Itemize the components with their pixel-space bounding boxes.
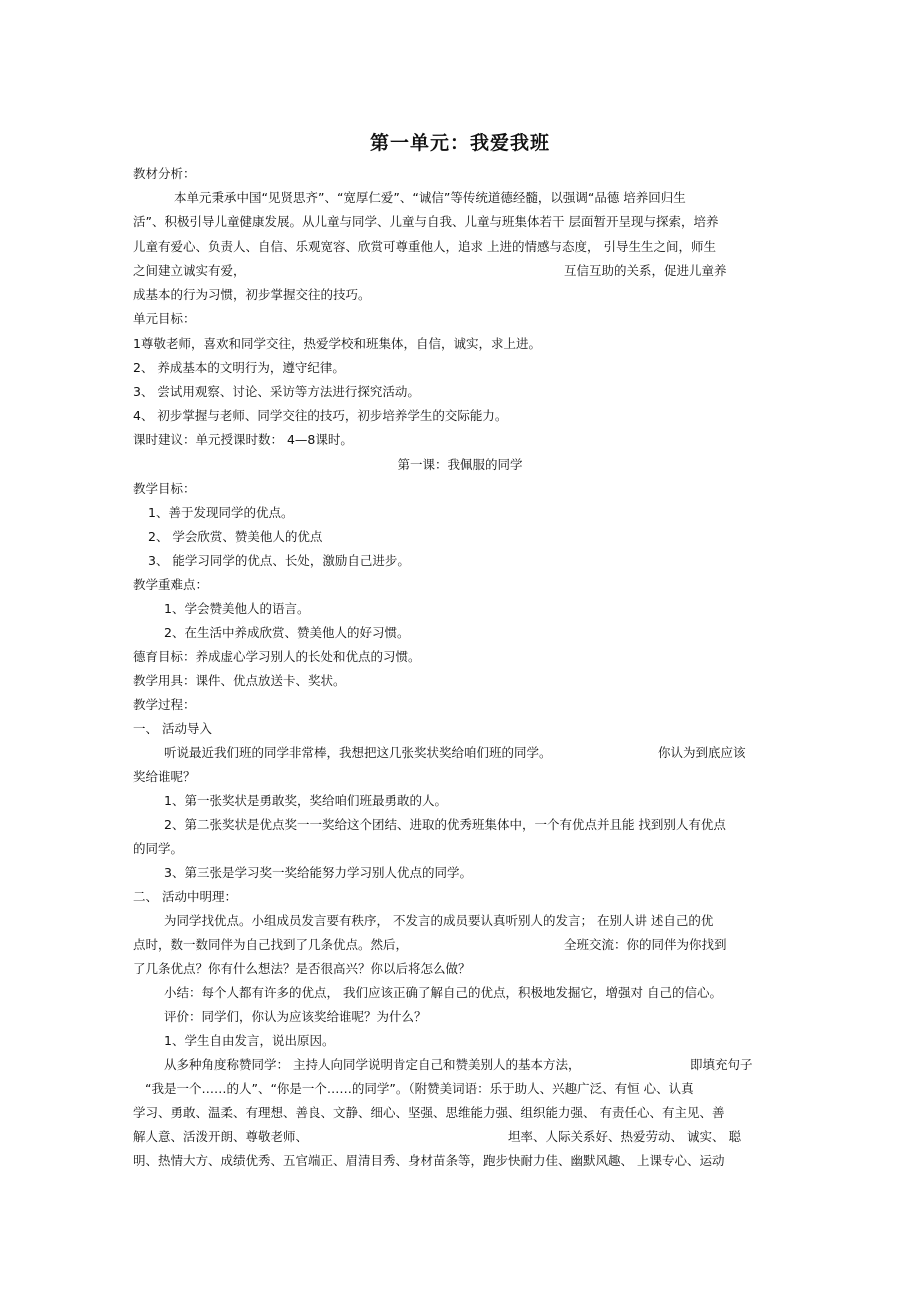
paragraph-line: 儿童有爱心、负责人、自信、乐观宽容、欣赏可尊重他人，追求 上进的情感与态度， 引导生生之间，师生	[133, 239, 716, 254]
key-point-item: 1、学会赞美他人的语言。	[164, 601, 310, 616]
teaching-goal-item: 2、 学会欣赏、赞美他人的优点	[148, 529, 323, 544]
heading-teaching-goals: 教学目标：	[133, 481, 196, 496]
paragraph-line: 成基本的行为习惯，初步掌握交往的技巧。	[133, 287, 371, 302]
teaching-goal-item: 1、善于发现同学的优点。	[148, 505, 294, 520]
lesson-title: 第一课：我佩服的同学	[397, 457, 523, 472]
paragraph-line: 活”、积极引导儿童健康发展。从儿童与同学、儿童与自我、儿童与班集体若干 层面暂开呈现与探索，培养	[133, 214, 719, 229]
paragraph-line: 了几条优点？你有什么想法？是否很高兴？你以后将怎么做？	[133, 961, 471, 976]
heading-teaching-process: 教学过程：	[133, 697, 196, 712]
paragraph-line: 学习、勇敢、温柔、有理想、善良、文静、细心、坚强、思维能力强、组织能力强、 有责任心、有主见、善	[133, 1105, 725, 1120]
paragraph-line: 本单元秉承中国“见贤思齐”、“宽厚仁爱”、“诚信”等传统道德经髓，以强调“品德 培养回归生	[174, 190, 686, 205]
paragraph-line: 解人意、活泼开朗、尊敬老师、	[133, 1129, 309, 1144]
paragraph-line: 明、热情大方、成绩优秀、五官端正、眉清目秀、身材苗条等，跑步快耐力佳、幽默风趣、 上课专心、运动	[133, 1153, 725, 1168]
heading-key-points: 教学重难点：	[133, 577, 209, 592]
heading-material-analysis: 教材分析：	[133, 166, 196, 181]
paragraph-line: 听说最近我们班的同学非常棒，我想把这几张奖状奖给咱们班的同学。	[164, 745, 552, 760]
goal-item: 1尊敬老师，喜欢和同学交往，热爱学校和班集体，自信，诚实，求上进。	[133, 336, 541, 351]
paragraph-line: 奖给谁呢？	[133, 769, 196, 784]
class-hours: 课时建议：单元授课时数： 4—8课时。	[133, 432, 353, 447]
heading-unit-goals: 单元目标：	[133, 311, 196, 326]
page-title: 第一单元：我爱我班	[369, 132, 550, 154]
section-heading: 二、 活动中明理：	[133, 889, 237, 904]
paragraph-line: 为同学找优点。小组成员发言要有秩序， 不发言的成员要认真听别人的发言； 在别人讲 述自己的优	[164, 913, 714, 928]
paragraph-line: 全班交流：你的同伴为你找到	[564, 937, 727, 952]
teaching-goal-item: 3、 能学习同学的优点、长处，激励自己进步。	[148, 553, 410, 568]
paragraph-line: 3、第三张是学习奖一奖给能努力学习别人优点的同学。	[164, 865, 472, 880]
paragraph-line: 互信互助的关系，促进儿童养	[564, 263, 727, 278]
paragraph-line: 评价：同学们，你认为应该奖给谁呢？为什么？	[164, 1009, 427, 1024]
paragraph-line: 1、第一张奖状是勇敢奖，奖给咱们班最勇敢的人。	[164, 793, 447, 808]
goal-item: 3、 尝试用观察、讨论、采访等方法进行探究活动。	[133, 384, 420, 399]
paragraph-line: 之间建立诚实有爱，	[133, 263, 246, 278]
goal-item: 2、 养成基本的文明行为，遵守纪律。	[133, 360, 345, 375]
paragraph-line: “我是一个……的人”、“你是一个……的同学”。（附赞美词语：乐于助人、兴趣广泛、有恒 心、认真	[145, 1081, 694, 1096]
paragraph-line: 从多种角度称赞同学： 主持人向同学说明肯定自己和赞美别人的基本方法，	[164, 1057, 581, 1072]
teaching-tools: 教学用具：课件、优点放送卡、奖状。	[133, 673, 346, 688]
paragraph-line: 点时，数一数同伴为自己找到了几条优点。然后，	[133, 937, 409, 952]
paragraph-line: 的同学。	[133, 841, 184, 856]
key-point-item: 2、在生活中养成欣赏、赞美他人的好习惯。	[164, 625, 410, 640]
paragraph-line: 小结：每个人都有许多的优点， 我们应该正确了解自己的优点，积极地发掘它，增强对 自己的信心。	[164, 985, 722, 1000]
paragraph-line: 2、第二张奖状是优点奖一一奖给这个团结、进取的优秀班集体中，一个有优点并且能 找到别人有优点	[164, 817, 726, 832]
moral-goal: 德育目标：养成虚心学习别人的长处和优点的习惯。	[133, 649, 421, 664]
paragraph-line: 1、学生自由发言，说出原因。	[164, 1033, 335, 1048]
paragraph-line: 即填充句子	[690, 1057, 753, 1072]
goal-item: 4、 初步掌握与老师、同学交往的技巧，初步培养学生的交际能力。	[133, 408, 508, 423]
paragraph-line: 你认为到底应该	[658, 745, 746, 760]
section-heading: 一、 活动导入	[133, 721, 212, 736]
paragraph-line: 坦率、人际关系好、热爱劳动、 诚实、 聪	[508, 1129, 741, 1144]
